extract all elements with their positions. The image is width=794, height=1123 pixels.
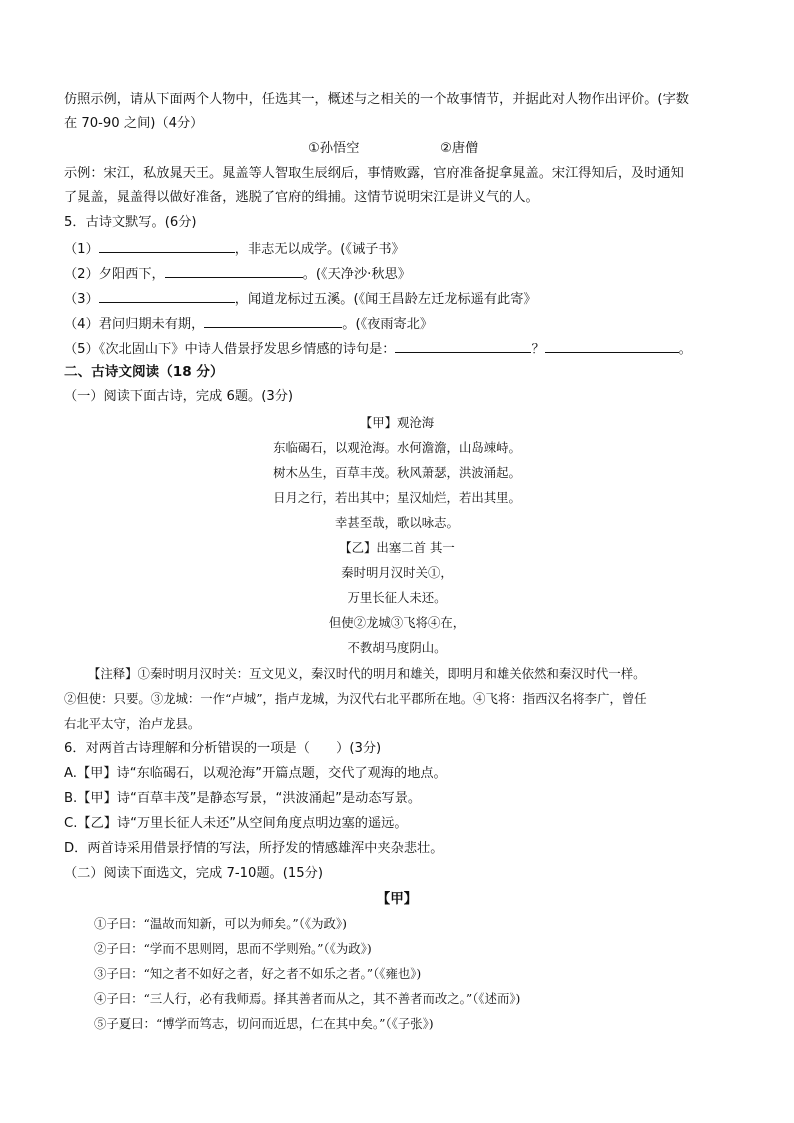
- q5-item-1-blank[interactable]: [99, 238, 235, 253]
- part-2-jia-heading: 【甲】: [376, 891, 418, 907]
- poem-jia-title: 【甲】观沧海: [359, 415, 435, 430]
- analects-item-2: ②子曰：“学而不思则罔，思而不学则殆。”（《为政》): [94, 941, 372, 956]
- q5-item-2: [64, 263, 411, 285]
- q6-option-d[interactable]: D．两首诗采用借景抒情的写法，所抒发的情感雄浑中夹杂悲壮。: [64, 841, 444, 856]
- q6-option-b[interactable]: B.【甲】诗“百草丰茂”是静态写景，“洪波涌起”是动态写景。: [64, 791, 422, 806]
- q5-item-5-blank-1[interactable]: [395, 338, 531, 353]
- section-2-part-1-instruction: （一）阅读下面古诗，完成 6题。(3分): [64, 389, 294, 404]
- poem-jia-line-3: 日月之行，若出其中；星汉灿烂，若出其里。: [273, 490, 521, 505]
- poem-jia-line-2: 树木丛生，百草丰茂。秋风萧瑟，洪波涌起。: [273, 465, 521, 480]
- q5-item-5: [64, 338, 692, 360]
- q4-option-1: ①孙悟空: [308, 141, 360, 156]
- section-2-title: 二、古诗文阅读（18 分）: [64, 364, 224, 380]
- q5-item-5-question-mark: ？: [531, 342, 545, 357]
- q4-example-line-2: 了晁盖，晁盖得以做好准备，逃脱了官府的缉捕。这情节说明宋江是讲义气的人。: [64, 190, 539, 205]
- q5-item-3-number: （3）: [64, 292, 99, 307]
- notes-line-1: 【注释】①秦时明月汉时关：互文见义，秦汉时代的明月和雄关，即明月和雄关依然和秦汉时代一样。: [88, 666, 646, 681]
- q5-item-4-source: 。(《夜雨寄北》: [342, 317, 434, 332]
- q6-option-a[interactable]: A.【甲】诗“东临碣石，以观沧海”开篇点题，交代了观海的地点。: [64, 766, 447, 781]
- notes-line-3: 右北平太守，治卢龙县。: [64, 716, 201, 731]
- q5-item-4: [64, 313, 433, 335]
- q6-stem: 6．对两首古诗理解和分析错误的一项是（ ）(3分): [64, 741, 382, 756]
- q5-item-3: [64, 288, 537, 310]
- q4-option-2: ②唐僧: [440, 141, 479, 156]
- q4-example-line-1: 示例：宋江，私放晁天王。晁盖等人智取生辰纲后，事情败露，官府准备捉拿晁盖。宋江得知后，及时通知: [64, 166, 684, 181]
- q5-item-3-source: ，闻道龙标过五溪。(《闻王昌龄左迁龙标遥有此寄》: [234, 292, 537, 307]
- q5-item-5-prefix: （5）《次北固山下》中诗人借景抒发思乡情感的诗句是：: [64, 342, 396, 357]
- q5-item-1: [64, 238, 405, 260]
- q5-item-5-blank-2[interactable]: [545, 338, 679, 353]
- poem-yi-line-4: 不教胡马度阴山。: [347, 640, 447, 655]
- poem-yi-line-3: 但使②龙城③飞将④在，: [328, 615, 466, 630]
- q5-title: 5．古诗文默写。(6分): [64, 215, 197, 230]
- q5-item-1-number: （1）: [64, 242, 99, 257]
- q6-option-c[interactable]: C.【乙】诗“万里长征人未还”从空间角度点明边塞的遥远。: [64, 816, 408, 831]
- analects-item-4: ④子曰：“三人行，必有我师焉。择其善者而从之，其不善者而改之。”（《述而》): [94, 991, 521, 1006]
- q5-item-4-prefix: （4）君问归期未有期，: [64, 317, 205, 332]
- q5-item-2-source: 。(《天净沙·秋思》: [302, 267, 411, 282]
- analects-item-5: ⑤子夏曰：“博学而笃志，切问而近思，仁在其中矣。”（《子张》): [94, 1016, 434, 1031]
- q5-item-3-blank[interactable]: [99, 288, 235, 303]
- analects-item-1: ①子曰：“温故而知新，可以为师矣。”（《为政》): [94, 916, 347, 931]
- q5-item-2-prefix: （2）夕阳西下，: [64, 267, 165, 282]
- notes-line-2: ②但使：只要。③龙城：一作“卢城”，指卢龙城，为汉代右北平郡所在地。④飞将：指西汉名将李广，曾任: [64, 691, 647, 706]
- q5-item-1-source: ，非志无以成学。(《诫子书》: [234, 242, 405, 257]
- q5-item-4-blank[interactable]: [204, 313, 342, 328]
- analects-item-3: ③子曰：“知之者不如好之者，好之者不如乐之者。”（《雍也》): [94, 966, 422, 981]
- q5-item-5-end: 。: [678, 342, 692, 357]
- poem-yi-title: 【乙】出塞二首 其一: [339, 540, 455, 555]
- part-2-instruction: （二）阅读下面选文，完成 7-10题。(15分): [64, 866, 324, 881]
- q4-line-1: 仿照示例，请从下面两个人物中，任选其一，概述与之相关的一个故事情节，并据此对人物作出评价。(字数: [64, 92, 689, 107]
- poem-yi-line-2: 万里长征人未还。: [347, 590, 447, 605]
- q4-line-2: 在 70-90 之间)（4分）: [64, 116, 204, 131]
- poem-jia-line-1: 东临碣石，以观沧海。水何澹澹，山岛竦峙。: [273, 440, 521, 455]
- q5-item-2-blank[interactable]: [165, 263, 303, 278]
- poem-yi-line-1: 秦时明月汉时关①，: [341, 565, 453, 580]
- poem-jia-line-4: 幸甚至哉，歌以咏志。: [335, 515, 459, 530]
